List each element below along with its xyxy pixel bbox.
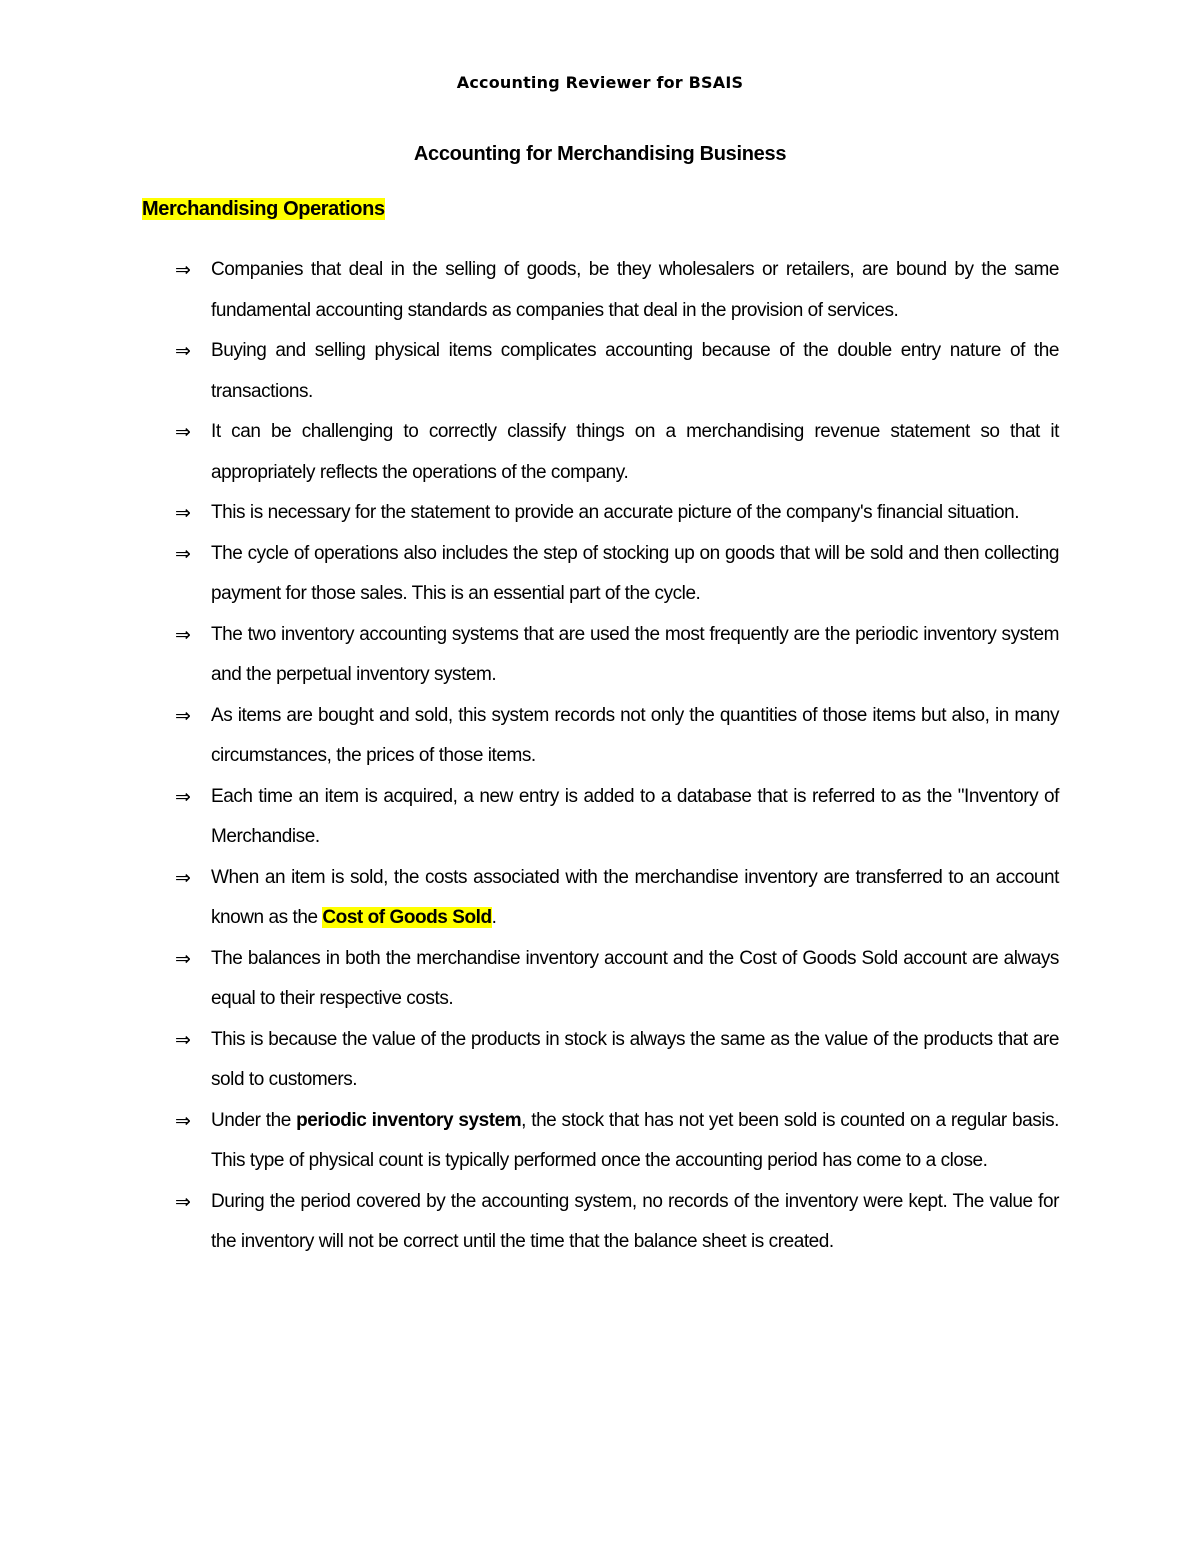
bullet-text: Buying and selling physical items complicates accounting because of the double entry nature of the transactions. [211,340,1059,402]
arrow-icon: ⇒ [175,340,191,362]
bullet-item [175,858,1059,939]
bullet-text: The balances in both the merchandise inventory account and the Cost of Goods Sold account are always equal to their respective costs. [211,947,1059,1009]
cost-of-goods-sold-highlight: Cost of Goods Sold [322,907,492,928]
bullet-item [175,250,1059,331]
bullet-item [175,534,1059,615]
bullet-item [175,1020,1059,1101]
periodic-inventory-system-term: periodic inventory system [296,1109,522,1131]
arrow-icon: ⇒ [175,623,191,646]
bullet-text-after: , the stock that has not yet been sold is counted on a regular basis. This type of physical count is typically performed once the accounting period has come to a close. [211,1109,1059,1171]
arrow-icon: ⇒ [175,785,191,808]
bullet-text: It can be challenging to correctly classify things on a merchandising revenue statement so that it appropriately reflects the operations of the company. [211,421,1059,483]
document-title: Accounting for Merchandising Business [413,143,787,165]
arrow-icon: ⇒ [175,542,191,565]
bullet-text: Companies that deal in the selling of goods, be they wholesalers or retailers, are bound by the same fundamental accounting standards as companies that deal in the provision of services. [211,259,1059,321]
bullet-item [175,615,1059,696]
section-heading [142,198,385,221]
bullet-item [175,696,1059,777]
section-heading-highlight: Merchandising Operations [142,198,385,220]
arrow-icon: ⇒ [175,502,191,524]
page-header: Accounting Reviewer for BSAIS [456,73,744,92]
bullet-text-before: Under the [211,1109,297,1131]
bullet-item [175,331,1059,412]
arrow-icon: ⇒ [175,259,191,281]
arrow-icon: ⇒ [175,704,191,727]
bullet-text-before: When an item is sold, the costs associated with the merchandise inventory are transferred to an account known as the [211,866,1059,928]
bullet-text: This is necessary for the statement to provide an accurate picture of the company's financial situation. [211,502,1020,523]
arrow-icon: ⇒ [175,1109,191,1132]
arrow-icon: ⇒ [175,947,191,970]
bullet-text: The two inventory accounting systems that are used the most frequently are the periodic inventory system and the perpetual inventory system. [211,623,1059,685]
arrow-icon: ⇒ [175,1028,191,1051]
arrow-icon: ⇒ [175,1190,191,1213]
bullet-item [175,777,1059,858]
bullet-item [175,412,1059,493]
bullet-list [175,250,1059,1263]
arrow-icon: ⇒ [175,866,191,889]
bullet-text: During the period covered by the accounting system, no records of the inventory were kept. The value for the inventory will not be correct until the time that the balance sheet is created. [211,1190,1059,1252]
bullet-item [175,939,1059,1020]
bullet-text: This is because the value of the products in stock is always the same as the value of the products that are sold to customers. [211,1028,1059,1090]
bullet-item [175,1101,1059,1182]
bullet-text: As items are bought and sold, this system records not only the quantities of those items but also, in many circumstances, the prices of those items. [211,704,1059,766]
bullet-text: The cycle of operations also includes the step of stocking up on goods that will be sold and then collecting payment for those sales. This is an essential part of the cycle. [211,542,1059,604]
bullet-text-after: . [491,907,497,928]
bullet-text: Each time an item is acquired, a new entry is added to a database that is referred to as the "Inventory of Merchandise. [211,785,1059,847]
arrow-icon: ⇒ [175,421,191,443]
bullet-item [175,1182,1059,1263]
bullet-item [175,493,1059,534]
